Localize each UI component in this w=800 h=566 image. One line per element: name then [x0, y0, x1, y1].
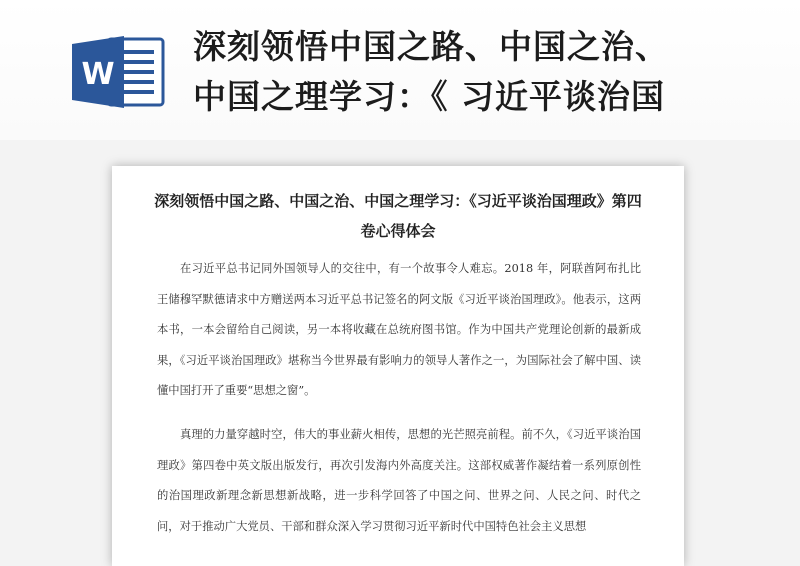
word-icon — [68, 34, 168, 110]
document-paragraph-1: 在习近平总书记同外国领导人的交往中，有一个故事令人难忘。2018 年，阿联酋阿布扎比王储穆罕默德请求中方赠送两本习近平总书记签名的阿文版《习近平谈治国理政》。他表示，这两本书，一本会留给自己阅读，另一本将收藏在总统府图书馆。作为中国共产党理论创新的最新成果，《习近平谈治国理政》堪称当今世界最有影响力的领导人著作之一，为国际社会了解中国、读懂中国打开了重要“思想之窗”。 — [157, 262, 641, 397]
document-title: 深刻领悟中国之路、中国之治、中国之理学习：《习近平谈治国理政》第四卷心得体会 — [154, 192, 642, 240]
banner-header — [0, 0, 800, 140]
banner-headline: 深刻领悟中国之路、中国之治、 中国之理学习：《 习近平谈治国 — [193, 27, 669, 116]
word-icon-letter: W — [81, 57, 115, 92]
document-page — [112, 166, 684, 566]
document-paragraph-2: 真理的力量穿越时空，伟大的事业薪火相传，思想的光芒照亮前程。前不久，《习近平谈治国理政》第四卷中英文版出版发行，再次引发海内外高度关注。这部权威著作凝结着一系列原创性的治国理政新理念新思想新战略，进一步科学回答了中国之问、世界之问、人民之问、时代之问，对于推动广大党员、干部和群众深入学习贯彻习近平新时代中国特色社会主义思想 — [157, 428, 641, 533]
